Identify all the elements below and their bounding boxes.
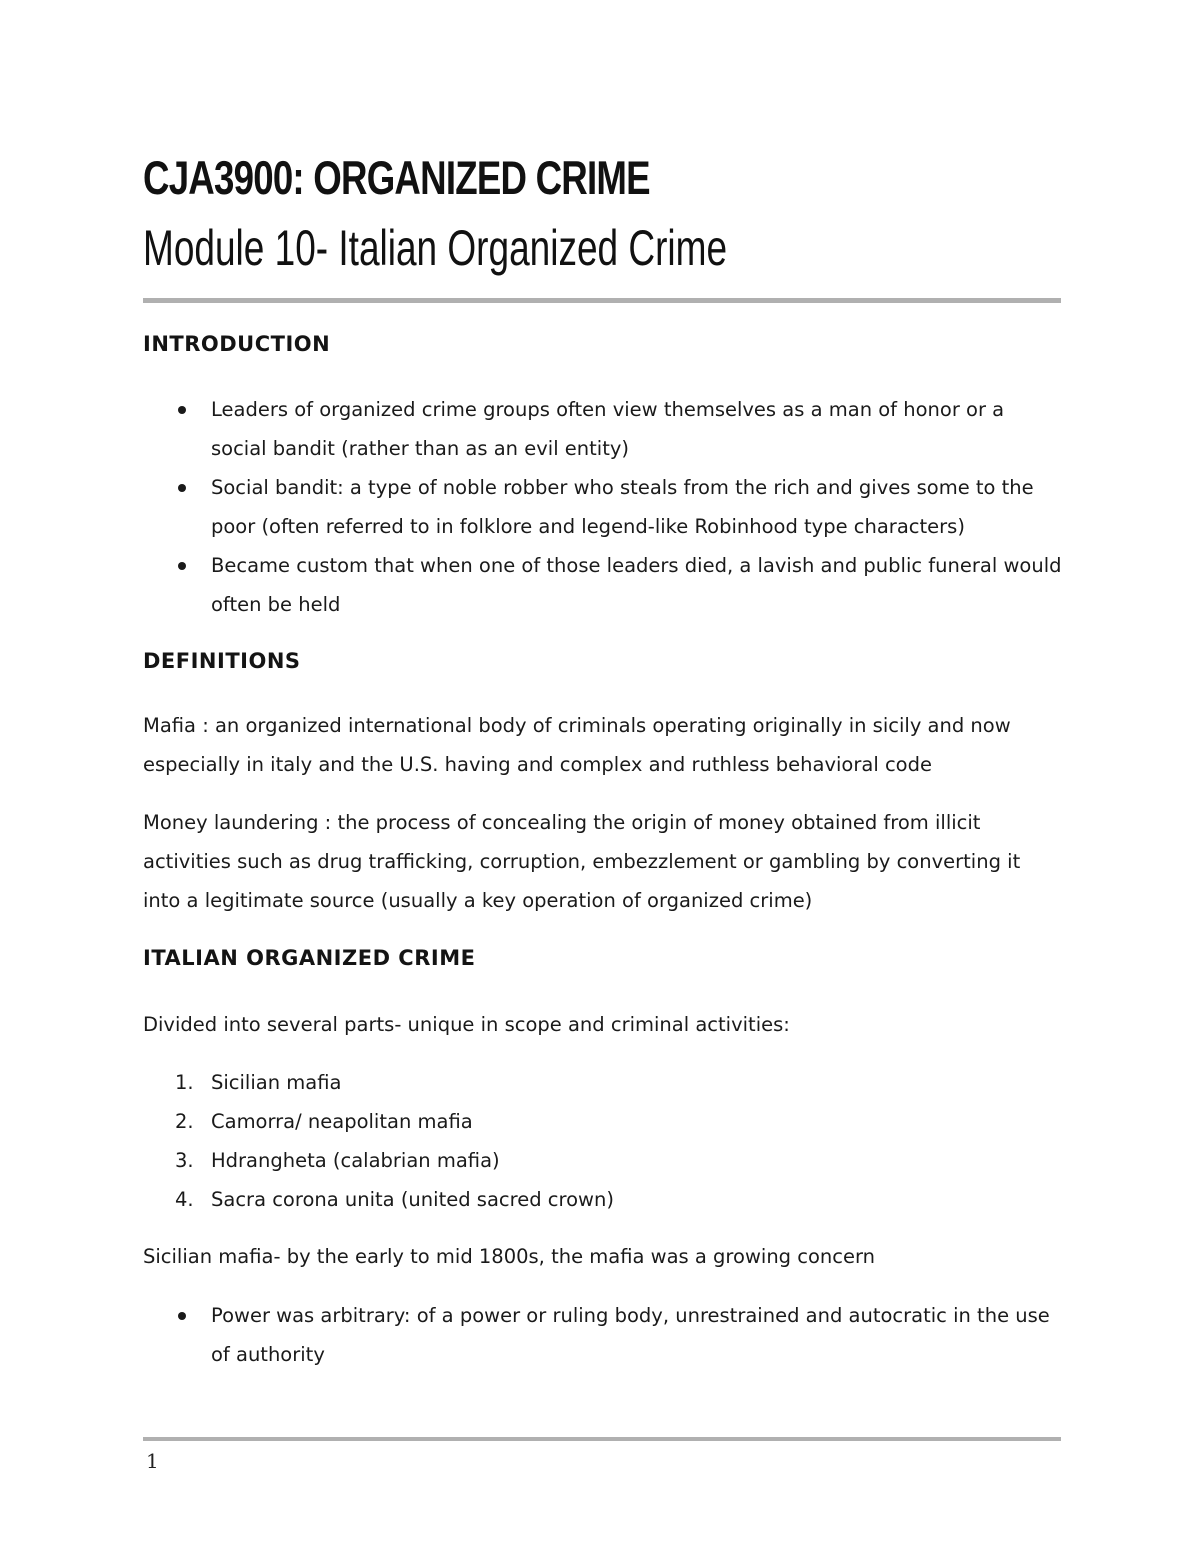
sicilian-bullet-list: [143, 1296, 1063, 1374]
list-item: [143, 1063, 1063, 1102]
bullet-icon: [178, 562, 186, 570]
list-item-text: Camorra/ neapolitan mafia: [211, 1110, 473, 1133]
definitions-heading: DEFINITIONS: [143, 649, 301, 673]
list-item: [143, 1102, 1063, 1141]
list-item-text: Sicilian mafia: [211, 1071, 342, 1094]
footer-divider: [143, 1437, 1061, 1441]
page-number: 1: [146, 1449, 159, 1473]
module-title: Module 10- Italian Organized Crime: [143, 220, 728, 276]
list-item-text: Hdrangheta (calabrian mafia): [211, 1149, 500, 1172]
italian-organized-crime-heading: ITALIAN ORGANIZED CRIME: [143, 946, 476, 970]
list-item: [143, 468, 1063, 546]
list-number: 1.: [175, 1071, 194, 1094]
sicilian-mafia-note: Sicilian mafia- by the early to mid 1800s, the mafia was a growing concern: [143, 1245, 876, 1268]
list-item: [143, 1180, 1063, 1219]
bullet-icon: [178, 406, 186, 414]
list-item-text: Power was arbitrary: of a power or ruling body, unrestrained and autocratic in the use of authority: [211, 1304, 1050, 1366]
course-title: CJA3900: ORGANIZED CRIME: [143, 151, 650, 204]
introduction-heading: INTRODUCTION: [143, 332, 331, 356]
list-number: 2.: [175, 1110, 194, 1133]
list-item-text: Leaders of organized crime groups often view themselves as a man of honor or a social bandit (rather than as an evil entity): [211, 398, 1005, 460]
italian-crime-numbered-list: [143, 1063, 1063, 1219]
bullet-icon: [178, 484, 186, 492]
list-item: [143, 390, 1063, 468]
italian-crime-intro: Divided into several parts- unique in scope and criminal activities:: [143, 1013, 790, 1036]
header-divider: [143, 298, 1061, 303]
definition-money-laundering: Money laundering : the process of concealing the origin of money obtained from illicit activities such as drug trafficking, corruption, embezzlement or gambling by converting it into a legitimate source (usually a key operation of organized crime): [143, 811, 1021, 912]
list-number: 3.: [175, 1149, 194, 1172]
list-number: 4.: [175, 1188, 194, 1211]
list-item: [143, 546, 1063, 624]
list-item: [143, 1296, 1063, 1374]
list-item: [143, 1141, 1063, 1180]
introduction-bullet-list: [143, 390, 1063, 624]
definition-mafia: Mafia : an organized international body of criminals operating originally in sicily and now especially in italy and the U.S. having and complex and ruthless behavioral code: [143, 714, 1011, 776]
list-item-text: Sacra corona unita (united sacred crown): [211, 1188, 614, 1211]
list-item-text: Became custom that when one of those leaders died, a lavish and public funeral would often be held: [211, 554, 1062, 616]
list-item-text: Social bandit: a type of noble robber who steals from the rich and gives some to the poor (often referred to in folklore and legend-like Robinhood type characters): [211, 476, 1034, 538]
bullet-icon: [178, 1312, 186, 1320]
